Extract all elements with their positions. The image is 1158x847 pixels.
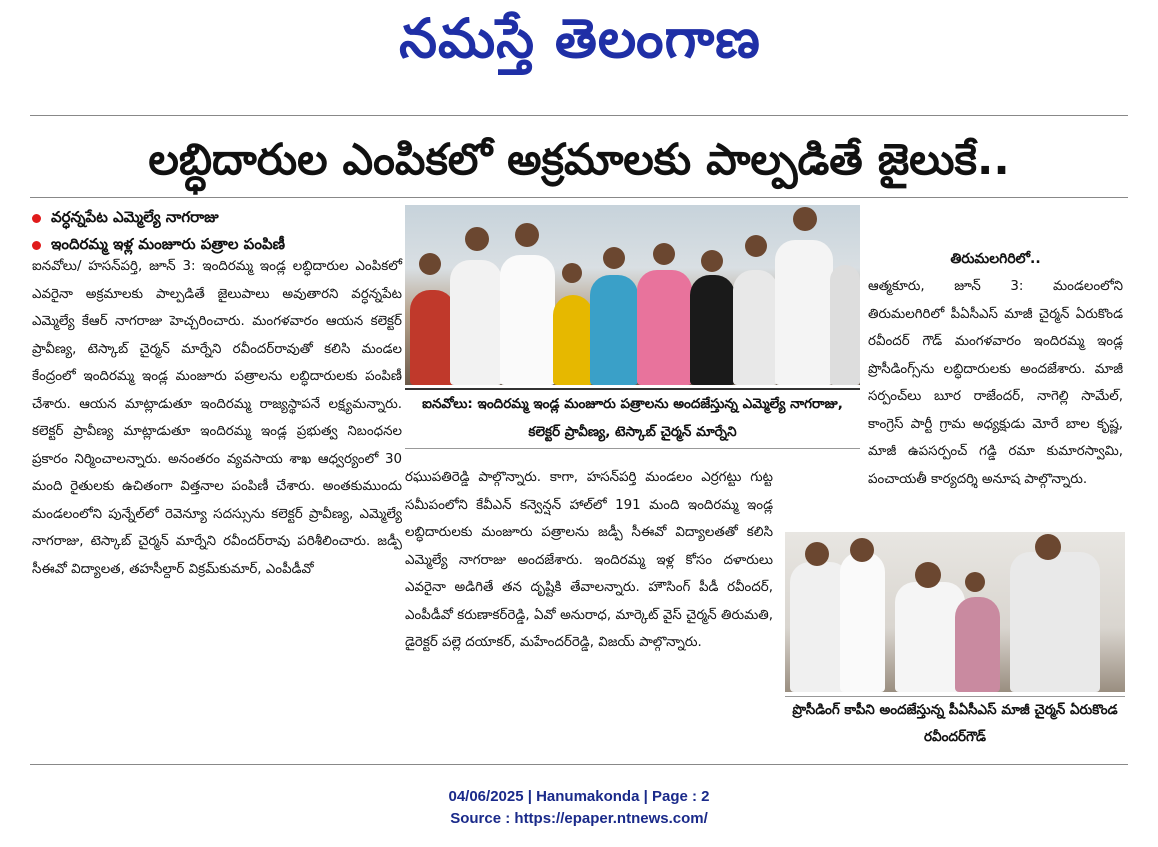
photo-head — [419, 253, 441, 275]
article-column-1 — [32, 253, 402, 583]
photo-figure — [830, 265, 860, 385]
photo-head — [793, 207, 817, 231]
top-divider — [30, 115, 1128, 116]
event-photo — [405, 205, 860, 385]
bullet-dot-icon — [32, 214, 41, 223]
photo-figure — [590, 275, 638, 385]
column-2-text: రఘుపతిరెడ్డి పాల్గొన్నారు. కాగా, హసన్‌పర్తి మండలం ఎర్రగట్టు గుట్ట సమీపంలోని కేవీఎన్ కన్వెన్షన్ హాల్‌లో 191 మంది ఇందిరమ్మ ఇండ్ల లబ్ధిదారులకు మంజూరు పత్రాలను జడ్పీ సీఈవో విద్యాలతతో కలిసి ఎమ్మెల్యే నాగరాజు అందజేశారు. ఇందిరమ్మ ఇళ్ల కోసం దళారులు ఎవరైనా అడిగితే తన దృష్టికి తేవాలన్నారు. హౌసింగ్ పీడీ రవీందర్, ఎంపీడీవో కరుణాకర్‌రెడ్డి, ఏవో అనురాధ, మార్కెట్ వైస్ చైర్మన్ తిరుమతి, డైరెక్టర్ పల్లె దయాకర్, మహేందర్‌రెడ్డి, విజయ్ పాల్గొన్నారు. — [405, 470, 773, 650]
photo-figure — [733, 270, 778, 385]
photo-figure — [955, 597, 1000, 692]
photo-figure — [553, 295, 593, 385]
headline-divider — [30, 197, 1128, 198]
footer-source-link[interactable]: Source : https://epaper.ntnews.com/ — [450, 810, 708, 827]
photo-head — [603, 247, 625, 269]
photo-caption-text: ఐనవోలు: ఇందిరమ్మ ఇండ్ల మంజూరు పత్రాలను అందజేస్తున్న ఎమ్మెల్యే నాగరాజు, కలెక్టర్ ప్రావీణ్య, టెస్కాబ్ చైర్మన్ మార్నేని — [422, 396, 843, 440]
photo-head — [653, 243, 675, 265]
article-column-2 — [405, 464, 773, 657]
photo-figure — [1010, 552, 1100, 692]
photo-head — [701, 250, 723, 272]
photo-head — [745, 235, 767, 257]
bullet-dot-icon — [32, 241, 41, 250]
photo-figure — [840, 552, 885, 692]
photo-figure — [637, 270, 692, 385]
bottom-divider — [30, 764, 1128, 765]
article-headline: లబ్ధిదారుల ఎంపికలో అక్రమాలకు పాల్పడితే జైలుకే.. — [148, 135, 1010, 185]
photo-figure — [775, 240, 833, 385]
article-column-3 — [868, 248, 1123, 493]
photo-head — [915, 562, 941, 588]
photo-head — [1035, 534, 1061, 560]
photo-head — [850, 538, 874, 562]
bullet-text: ఇందిరమ్మ ఇళ్ల మంజూరు పత్రాల పంపిణీ — [51, 234, 286, 253]
proceeding-photo — [785, 532, 1125, 692]
photo-head — [515, 223, 539, 247]
column-3-subheading: తిరుమలగిరిలో.. — [950, 251, 1041, 267]
column-1-text: ఐనవోలు/ హసన్‌పర్తి, జూన్ 3: ఇందిరమ్మ ఇండ్ల లబ్ధిదారుల ఎంపికలో ఎవరైనా అక్రమాలకు పాల్పడితే జైలుపాలు అవుతారని వర్ధన్నపేట ఎమ్మెల్యే కేఆర్ నాగరాజు హెచ్చరించారు. మంగళవారం ఆయన కలెక్టర్ ప్రావీణ్య, టెస్కాబ్ చైర్మన్ మార్నేని రవీందర్‌రావుతో కలిసి మండల కేంద్రంలో ఇందిరమ్మ ఇండ్ల మంజూరు పత్రాలను లబ్ధిదారులకు పంపిణీ చేశారు. ఆయన మాట్లాడుతూ ఇందిరమ్మ రాజ్యస్థాపనే లక్ష్యమన్నారు. కలెక్టర్ ప్రావీణ్య మాట్లాడుతూ ఇందిరమ్మ ఇండ్ల ప్రభుత్వ నిబంధనల ప్రకారం నిర్మించాలన్నారు. అనంతరం వ్యవసాయ శాఖ ఆధ్వర్యంలో 30 మంది రైతులకు ఉచితంగా విత్తనాల పంపిణీ చేశారు. అంతకుముందు మండలంలోని పున్నేల్‌లో రెవెన్యూ సదస్సును కలెక్టర్ ప్రావీణ్య, ఎమ్మెల్యే నాగరాజు, టెస్కాబ్ చైర్మన్ మార్నేని రవీందర్‌రావు పరిశీలించారు. జడ్పీ సీఈవో విద్యాలత, తహసీల్దార్ విక్రమ్‌కుమార్, ఎంపీడీవో — [32, 259, 402, 577]
article-bullets — [32, 205, 402, 259]
column-3-text: ఆత్మకూరు, జూన్ 3: మండలంలోని తిరుమలగిరిలో పీఏసీఎస్ మాజీ చైర్మన్ ఏరుకొండ రవీందర్ గౌడ్ మంగళవారం ఇందిరమ్మ ఇండ్ల ప్రొసీడింగ్స్‌ను లబ్ధిదారులకు అందజేశారు. మాజీ సర్పంచ్‌లు బూర రాజేందర్, నాగెల్లి సామేల్, కాంగ్రెస్ పార్టీ గ్రామ అధ్యక్షుడు మోరే బాల కృష్ణ, మాజీ ఉపసర్పంచ్ గడ్డి రమా కుమారస్వామి, పంచాయతీ కార్యదర్శి అనూష పాల్గొన్నారు. — [868, 279, 1123, 487]
masthead-logo: నమస్తే తెలంగాణ — [399, 6, 761, 70]
footer-date-edition: 04/06/2025 | Hanumakonda | Page : 2 — [448, 788, 710, 805]
photo-caption-text: ప్రొసీడింగ్ కాపీని అందజేస్తున్న పీఏసీఎస్ మాజీ చైర్మన్ ఏరుకొండ రవీందర్‌గౌడ్ — [792, 702, 1118, 745]
photo-head — [562, 263, 582, 283]
photo-figure — [690, 275, 735, 385]
photo-head — [465, 227, 489, 251]
photo-head — [965, 572, 985, 592]
photo-caption — [785, 696, 1125, 755]
photo-caption — [405, 388, 860, 449]
photo-figure — [500, 255, 555, 385]
footer — [0, 786, 1158, 830]
bullet-text: వర్ధన్నపేట ఎమ్మెల్యే నాగరాజు — [51, 207, 219, 226]
photo-figure — [410, 290, 455, 385]
photo-figure — [450, 260, 502, 385]
photo-head — [805, 542, 829, 566]
bullet-item — [32, 205, 402, 232]
